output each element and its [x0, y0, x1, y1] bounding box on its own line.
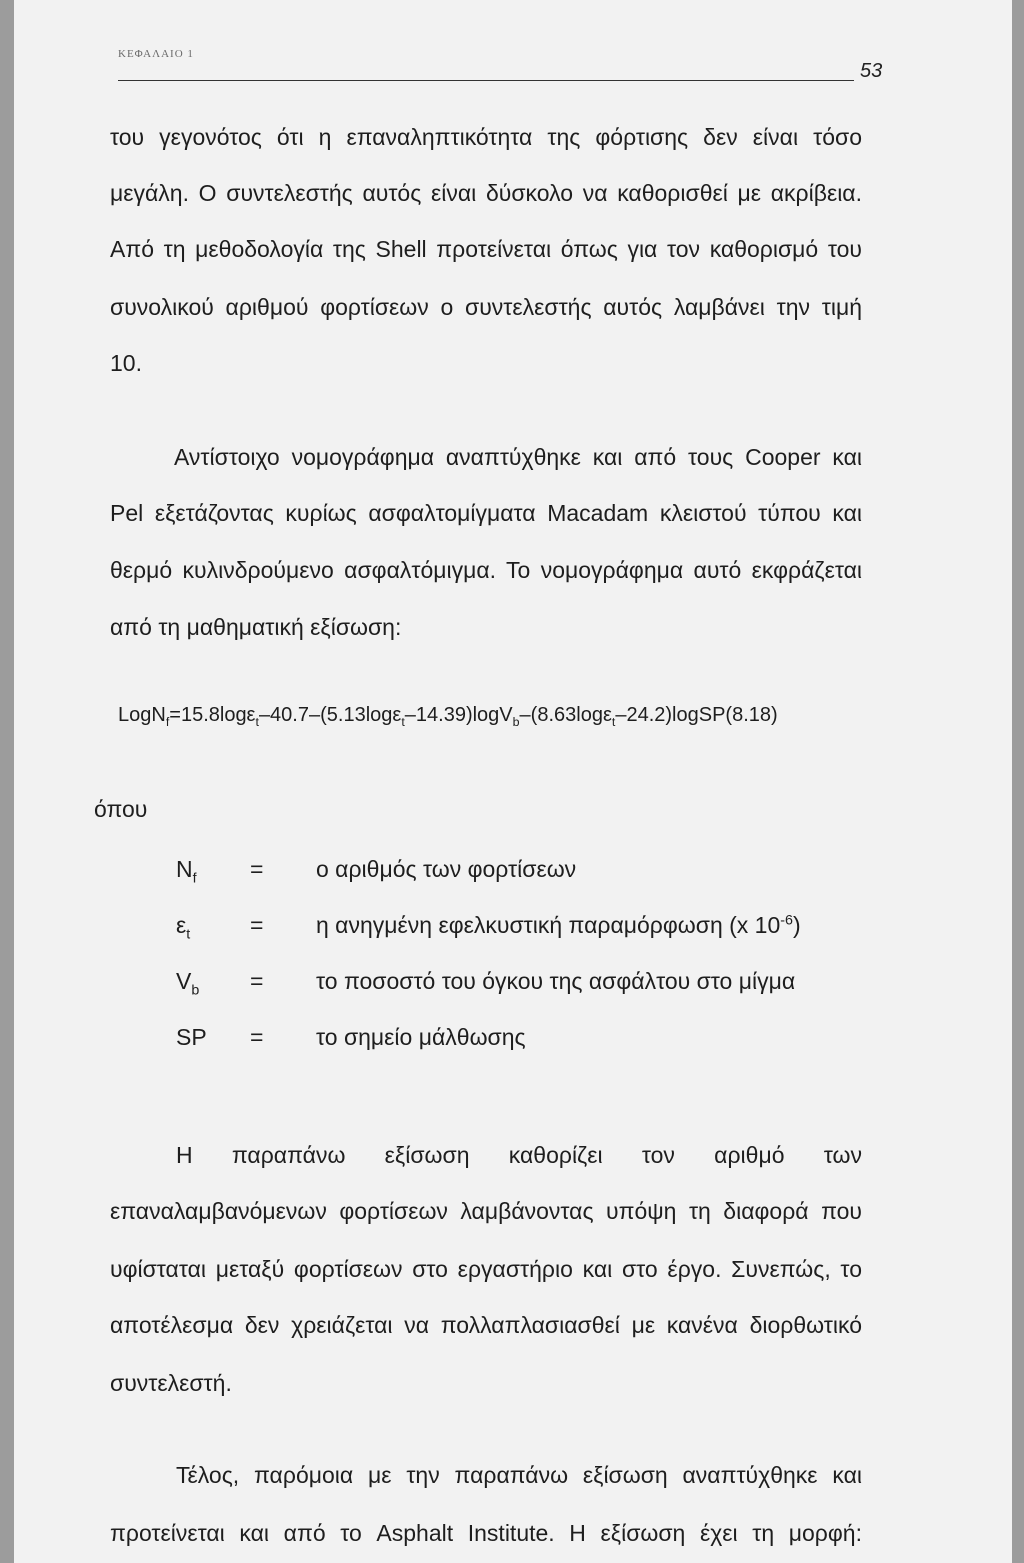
paragraph-line: υφίσταται μεταξύ φορτίσεων στο εργαστήριο και στο έργο. Συνεπώς, το — [110, 1256, 862, 1282]
paragraph-line: Αντίστοιχο νομογράφημα αναπτύχθηκε και από τους Cooper και — [174, 444, 862, 470]
paragraph-line: προτείνεται και από το Asphalt Institute. Η εξίσωση έχει τη μορφή: — [110, 1520, 862, 1546]
definition-symbol: $V_b$ — [176, 968, 200, 999]
page-number: 53 — [860, 60, 883, 82]
definition-symbol: $\varepsilon_t$ — [176, 912, 191, 943]
equation-8-18: LogN$_f$=15.8logε$_t$–40.7–(5.13logε$_t$–14.39)logV$_b$–(8.63logε$_t$–24.2)logSP(8.18) — [118, 704, 778, 729]
chapter-header: ΚΕΦΑΛΑΙΟ 1 — [118, 48, 194, 60]
where-label: όπου — [94, 796, 148, 822]
paragraph-line: επαναλαμβανόμενων φορτίσεων λαμβάνοντας υπόψη τη διαφορά που — [110, 1198, 862, 1224]
header-rule — [118, 80, 854, 81]
paragraph-line: 10. — [110, 350, 142, 376]
paragraph-line: του γεγονότος ότι η επαναληπτικότητα της φόρτισης δεν είναι τόσο — [110, 124, 862, 150]
definition-text: το σημείο μάλθωσης — [316, 1024, 526, 1050]
paragraph-line: θερμό κυλινδρούμενο ασφαλτόμιγμα. Το νομογράφημα αυτό εκφράζεται — [110, 557, 862, 583]
definition-text: το ποσοστό του όγκου της ασφάλτου στο μίγμα — [316, 968, 796, 994]
paragraph-line: Pel εξετάζοντας κυρίως ασφαλτομίγματα Macadam κλειστού τύπου και — [110, 500, 862, 526]
definition-text: η ανηγμένη εφελκυστική παραμόρφωση (x $10^{-6}$) — [316, 912, 801, 938]
paragraph-line: αποτέλεσμα δεν χρειάζεται να πολλαπλασιασθεί με κανένα διορθωτικό — [110, 1312, 862, 1338]
definition-symbol: SP — [176, 1024, 207, 1050]
definition-equals: = — [250, 856, 264, 882]
paragraph-line: από τη μαθηματική εξίσωση: — [110, 614, 402, 640]
definition-equals: = — [250, 1024, 264, 1050]
paragraph-line: συνολικού αριθμού φορτίσεων ο συντελεστής αυτός λαμβάνει την τιμή — [110, 294, 862, 320]
paragraph-line: μεγάλη. Ο συντελεστής αυτός είναι δύσκολο να καθορισθεί με ακρίβεια. — [110, 180, 862, 206]
paragraph-line: συντελεστή. — [110, 1370, 232, 1396]
paragraph-line: Από τη μεθοδολογία της Shell προτείνεται όπως για τον καθορισμό του — [110, 236, 862, 262]
definition-symbol: $N_f$ — [176, 856, 197, 887]
paragraph-line: Η παραπάνω εξίσωση καθορίζει τον αριθμό των — [176, 1142, 862, 1168]
definition-equals: = — [250, 912, 264, 938]
paragraph-line: Τέλος, παρόμοια με την παραπάνω εξίσωση αναπτύχθηκε και — [176, 1462, 862, 1488]
definition-text: ο αριθμός των φορτίσεων — [316, 856, 577, 882]
document-page — [14, 0, 1012, 1563]
definition-equals: = — [250, 968, 264, 994]
